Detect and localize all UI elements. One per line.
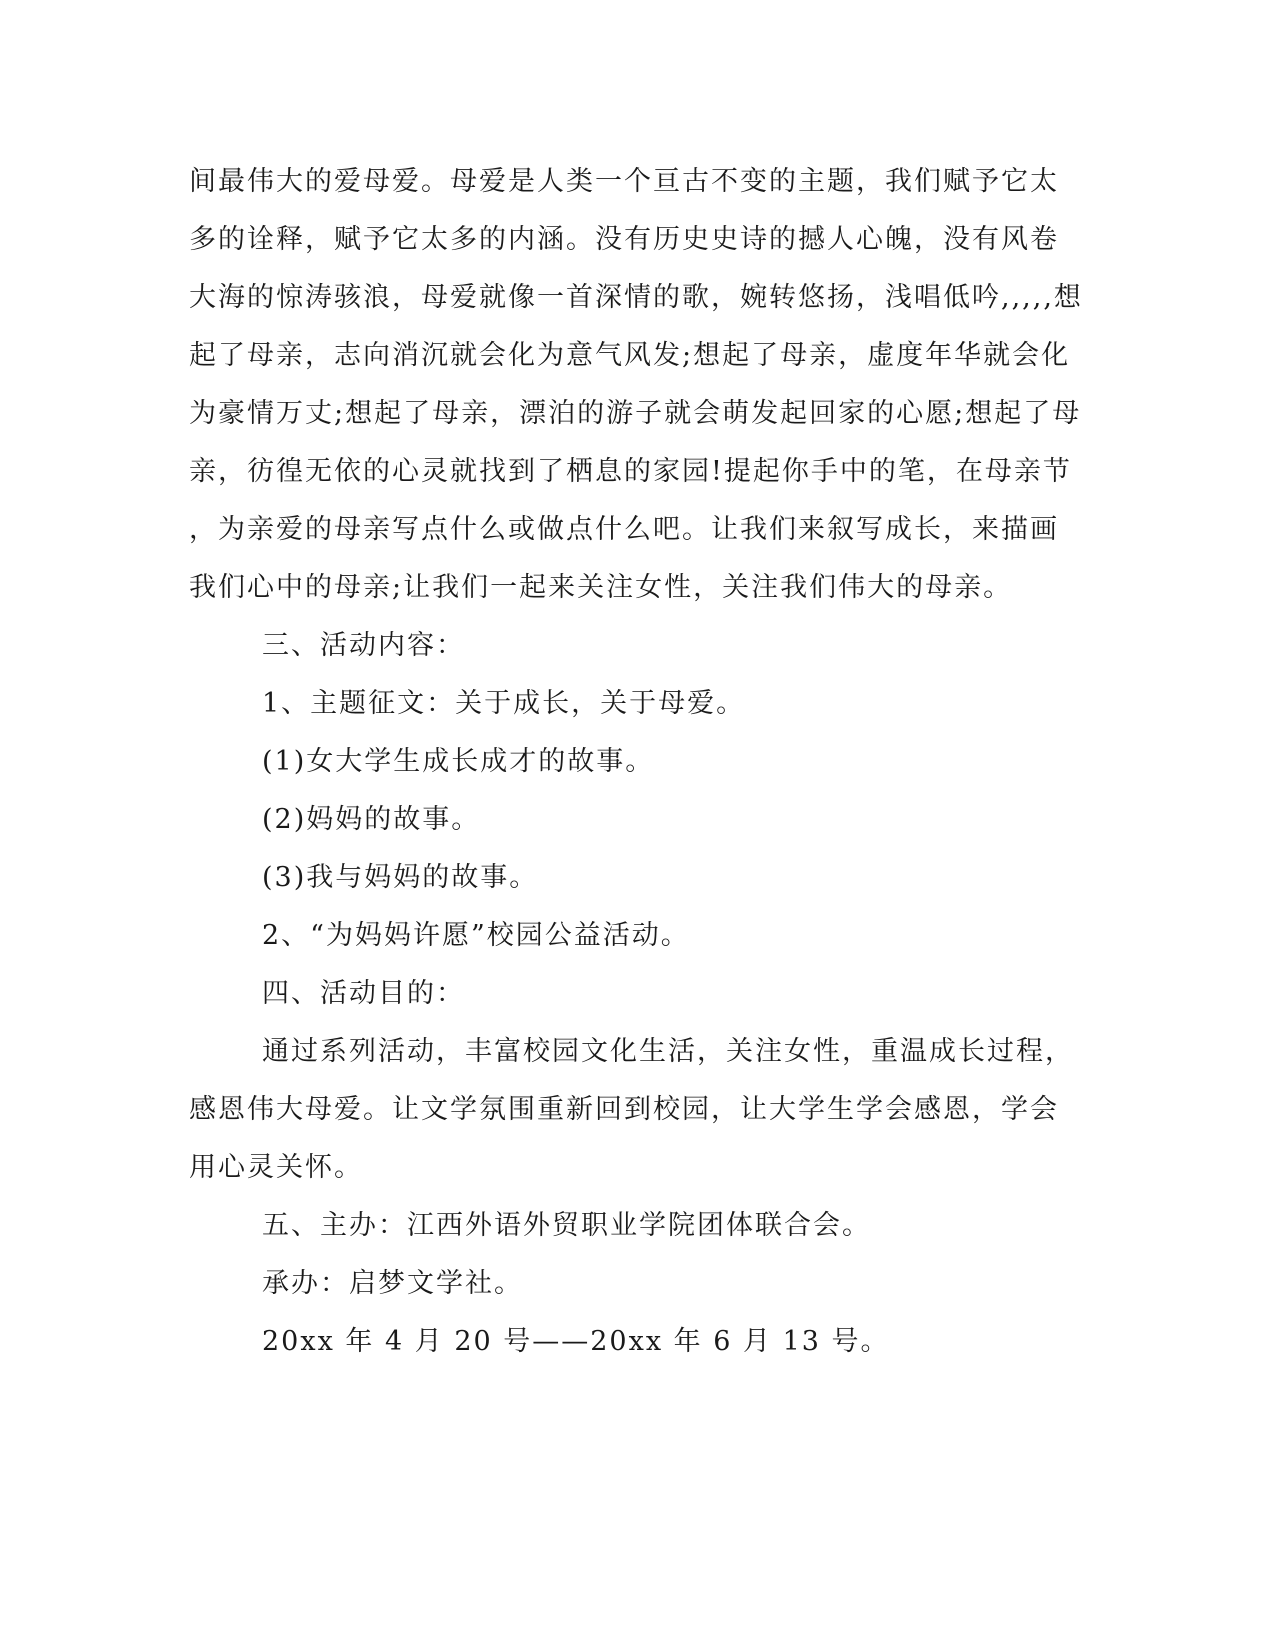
section-heading-activity-purpose: 四、活动目的：	[262, 978, 465, 1009]
paragraph-line: 为豪情万丈;想起了母亲，漂泊的游子就会萌发起回家的心愿;想起了母	[189, 398, 1082, 429]
organizer-line: 五、主办：江西外语外贸职业学院团体联合会。	[262, 1210, 871, 1241]
list-item: 1、主题征文：关于成长，关于母爱。	[262, 688, 746, 719]
list-item: (1)女大学生成长成才的故事。	[262, 746, 655, 777]
paragraph-line: 间最伟大的爱母爱。母爱是人类一个亘古不变的主题，我们赋予它太	[189, 166, 1059, 197]
list-item: 2、“为妈妈许愿”校园公益活动。	[262, 920, 690, 951]
section-heading-activity-content: 三、活动内容：	[262, 630, 465, 661]
paragraph-line: 起了母亲，志向消沉就会化为意气风发;想起了母亲，虚度年华就会化	[189, 340, 1071, 371]
date-range-line: 20xx 年 4 月 20 号——20xx 年 6 月 13 号。	[262, 1326, 890, 1357]
paragraph-line: 多的诠释，赋予它太多的内涵。没有历史史诗的撼人心魄，没有风卷	[189, 224, 1059, 255]
co-organizer-line: 承办：启梦文学社。	[262, 1268, 523, 1299]
paragraph-line: 大海的惊涛骇浪，母爱就像一首深情的歌，婉转悠扬，浅唱低吟,,,,,想	[189, 282, 1083, 313]
list-item: (2)妈妈的故事。	[262, 804, 481, 835]
list-item: (3)我与妈妈的故事。	[262, 862, 539, 893]
paragraph-line: 我们心中的母亲;让我们一起来关注女性，关注我们伟大的母亲。	[189, 572, 1013, 603]
paragraph-line: 用心灵关怀。	[189, 1152, 363, 1183]
paragraph-line: 感恩伟大母爱。让文学氛围重新回到校园，让大学生学会感恩，学会	[189, 1094, 1059, 1125]
paragraph-line: 亲，彷徨无依的心灵就找到了栖息的家园!提起你手中的笔，在母亲节	[189, 456, 1072, 487]
paragraph-line: 通过系列活动，丰富校园文化生活，关注女性，重温成长过程，	[262, 1036, 1074, 1067]
paragraph-line: ，为亲爱的母亲写点什么或做点什么吧。让我们来叙写成长，来描画	[189, 514, 1059, 545]
